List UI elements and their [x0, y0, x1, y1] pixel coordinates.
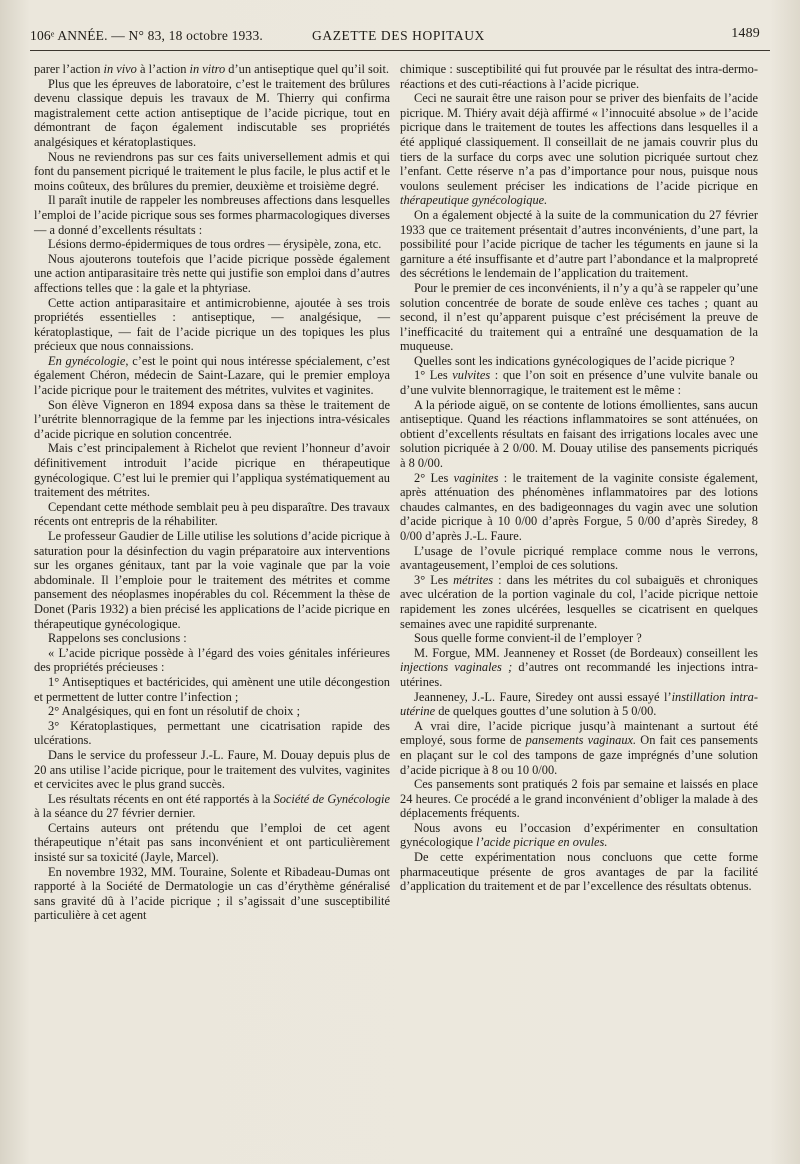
header-rule — [30, 50, 770, 51]
paragraph: Nous ajouterons toutefois que l’acide picrique possède également une action antiparasitaire très nette qui justifie son emploi dans d’autres affections telles que : la gale et la phtyriase. — [34, 251, 390, 295]
paragraph: Le professeur Gaudier de Lille utilise les solutions d’acide picrique à saturation pour la désinfection du vagin préparatoire aux interventions sur les organes génitaux, tant par la voie vaginale que par la voie abdominale. Il l’emploie pour le traitement des métrites et comme pansement des néoplasmes inopérables du col. Récemment la thèse de Donet (Paris 1932) a bien précisé les applications de l’acide picrique en thérapeutique gynécologique. — [34, 529, 391, 631]
paragraph: Cette action antiparasitaire et antimicrobienne, ajoutée à ses trois propriétés essentielles : antiseptique, — analgésique, — kératoplastique, — fait de l’acide picrique un des topiques les plus précieux que nous connaissions. — [34, 295, 390, 354]
paragraph: Pour le premier de ces inconvénients, il n’y a qu’à se rappeler qu’une solution concentrée de borate de soude enlève ces taches ; quant au second, il n’est qu’apparent puisque c’est précisément la preuve de l’inefficacité du traitement qui a entraîné une desquamation de la muqueuse. — [400, 280, 758, 354]
paragraph: A la période aiguë, on se contente de lotions émollientes, sans aucun antiseptique. Quand les réactions inflammatoires se sont atténuées, on obtient d’excellents résultats en faisant des irrigations locales avec une solution picriquée à 2 0/00. M. Douay utilise des pansements picriqués à 8 0/00. — [400, 397, 758, 471]
paragraph: Il paraît inutile de rappeler les nombreuses affections dans lesquelles l’emploi de l’acide picrique sous ses formes pharmacologiques diverses — a donné d’excellents résultats : — [34, 193, 390, 237]
paragraph: 3° Kératoplastiques, permettant une cicatrisation rapide des ulcérations. — [34, 718, 390, 748]
right-column — [400, 62, 758, 894]
paragraph: « L’acide picrique possède à l’égard des voies génitales inférieures des propriétés précieuses : — [34, 645, 390, 675]
issue-info: 106ᵉ ANNÉE. — N° 83, 18 octobre 1933. — [30, 28, 263, 43]
left-column — [34, 62, 390, 923]
paragraph: 3° Les métrites : dans les métrites du col subaiguës et chroniques avec ulcération de la portion vaginale du col, l’acide picrique nettoie rapidement les zones ulcérées, lesquelles se cicatrisent en quelques semaines avec une rapidité surprenante. — [400, 572, 758, 631]
paragraph: En novembre 1932, MM. Touraine, Solente et Ribadeau-Dumas ont rapporté à la Société de Dermatologie un cas d’érythème généralisé sans gravité dû à l’acide picrique ; il s’agissait d’une susceptibilité particulière à cet agent — [34, 864, 390, 923]
paragraph: De cette expérimentation nous concluons que cette forme pharmaceutique présente de gros avantages de par la facilité d’application du traitement et de par l’excellence des résultats obtenus. — [400, 850, 758, 894]
paragraph: Quelles sont les indications gynécologiques de l’acide picrique ? — [414, 353, 735, 368]
paragraph: 1° Les vulvites : que l’on soit en présence d’une vulvite banale ou d’une vulvite blennorragique, le traitement est le même : — [400, 368, 758, 398]
paragraph: 2° Les vaginites : le traitement de la vaginite consiste également, après atténuation des phénomènes inflammatoires par des lotions chaudes calmantes, en des badigeonnages du vagin avec une solution d’acide picrique à 10 0/00 d’après Forgue, 5 0/00 d’après Siredey, 8 0/00 d’après J.-L. Faure. — [400, 470, 758, 543]
paragraph: 2° Analgésiques, qui en font un résolutif de choix ; — [48, 704, 301, 719]
page-number: 1489 — [731, 26, 760, 41]
paragraph: M. Forgue, MM. Jeanneney et Rosset (de Bordeaux) conseillent les injections vaginales ; d’autres ont recommandé les injections intra-utérines. — [400, 645, 758, 689]
paragraph: parer l’action in vivo à l’action in vitro d’un antiseptique quel qu’il soit. — [34, 62, 390, 76]
paragraph: 1° Antiseptiques et bactéricides, qui amènent une utile décongestion et permettent de lutter contre l’infection ; — [34, 674, 390, 704]
paragraph: Les résultats récents en ont été rapportés à la Société de Gynécologie à la séance du 27 février dernier. — [34, 791, 390, 821]
paragraph: Mais c’est principalement à Richelot que revient l’honneur d’avoir définitivement introduit l’acide picrique en thérapeutique gynécologique. C’est lui le premier qui l’appliqua systématiquement au traitement des métrites. — [34, 441, 390, 500]
paragraph: Lésions dermo-épidermiques de tous ordres — érysipèle, zona, etc. — [48, 237, 382, 252]
paragraph: chimique : susceptibilité qui fut prouvée par le résultat des intra-dermo-réactions et des cuti-réactions à l’acide picrique. — [400, 62, 758, 91]
paragraph: Nous ne reviendrons pas sur ces faits universellement admis et qui font du pansement picriqué le traitement le plus facile, le plus actif et le moins coûteux, des brûlures du premier, deuxième et troisième degré. — [34, 149, 390, 193]
running-header — [30, 26, 760, 52]
paragraph: On a également objecté à la suite de la communication du 27 février 1933 que ce traitement présentait d’autres inconvénients, d’une part, la possibilité pour l’acide picrique de tacher les téguments en jaune si la garniture a été insuffisante et d’autre part l’abondance et la malpropreté des sécrétions le lendemain de l’application du traitement. — [400, 207, 758, 281]
paragraph: Sous quelle forme convient-il de l’employer ? — [414, 631, 642, 646]
paragraph: A vrai dire, l’acide picrique jusqu’à maintenant a surtout été employé, sous forme de pansements vaginaux. On fait ces pansements en plaçant sur le col des tampons de gaze imprégnés d’une solution d’acide picrique à 8 ou 10 0/00. — [400, 718, 758, 777]
paragraph: L’usage de l’ovule picriqué remplace comme nous le verrons, avantageusement, l’emploi de ces solutions. — [400, 543, 758, 573]
paragraph: En gynécologie, c’est le point qui nous intéresse spécialement, c’est également Chéron, médecin de Saint-Lazare, qui le premier employa l’acide picrique pour le traitement des métrites, vulvites et vaginites. — [34, 353, 390, 398]
journal-title: GAZETTE DES HOPITAUX — [312, 28, 485, 43]
paragraph: Son élève Vigneron en 1894 exposa dans sa thèse le traitement de l’urétrite blennorragique de la femme par les injections intra-vésicales d’acide picrique en solution concentrée. — [34, 397, 390, 441]
paragraph: Ceci ne saurait être une raison pour se priver des bienfaits de l’acide picrique. M. Thiéry avait déjà affirmé « l’innocuité absolue » de l’acide picrique dans le traitement de toutes les affections dans lesquelles il a été appliqué classiquement. Il conseillait de ne jamais couvrir plus du tiers de la surface du corps avec une solution picriquée surtout chez l’enfant. Cette réserve n’a pas d’importance pour nous, puisque nous voulons seulement préciser les indications de l’acide picrique en thérapeutique gynécologique. — [400, 91, 758, 208]
paragraph: Cependant cette méthode semblait peu à peu disparaître. Des travaux récents ont entrepris de la réhabiliter. — [34, 499, 390, 529]
paragraph: Ces pansements sont pratiqués 2 fois par semaine et laissés en place 24 heures. Ce procédé a le grand inconvénient d’obliger la malade à des déplacements fréquents. — [400, 777, 758, 821]
paragraph: Rappelons ses conclusions : — [48, 631, 187, 646]
paragraph: Certains auteurs ont prétendu que l’emploi de cet agent thérapeutique n’était pas sans inconvénient et ont particulièrement insisté sur sa toxicité (Jayle, Marcel). — [34, 820, 390, 865]
paragraph: Nous avons eu l’occasion d’expérimenter en consultation gynécologique l’acide picrique en ovules. — [400, 820, 758, 850]
paragraph: Plus que les épreuves de laboratoire, c’est le traitement des brûlures devenu classique depuis les travaux de M. Thierry qui confirma magistralement cette action antiseptique de l’acide picrique, tout en démontrant de façon également indiscutable ses propriétés analgésiques et kératoplastiques. — [34, 76, 390, 149]
paragraph: Dans le service du professeur J.-L. Faure, M. Douay depuis plus de 20 ans utilise l’acide picrique, pour le traitement des vulvites, vaginites et cervicites avec le plus grand succès. — [34, 747, 390, 792]
paragraph: Jeanneney, J.-L. Faure, Siredey ont aussi essayé l’instillation intra-utérine de quelques gouttes d’une solution à 5 0/00. — [400, 689, 758, 719]
